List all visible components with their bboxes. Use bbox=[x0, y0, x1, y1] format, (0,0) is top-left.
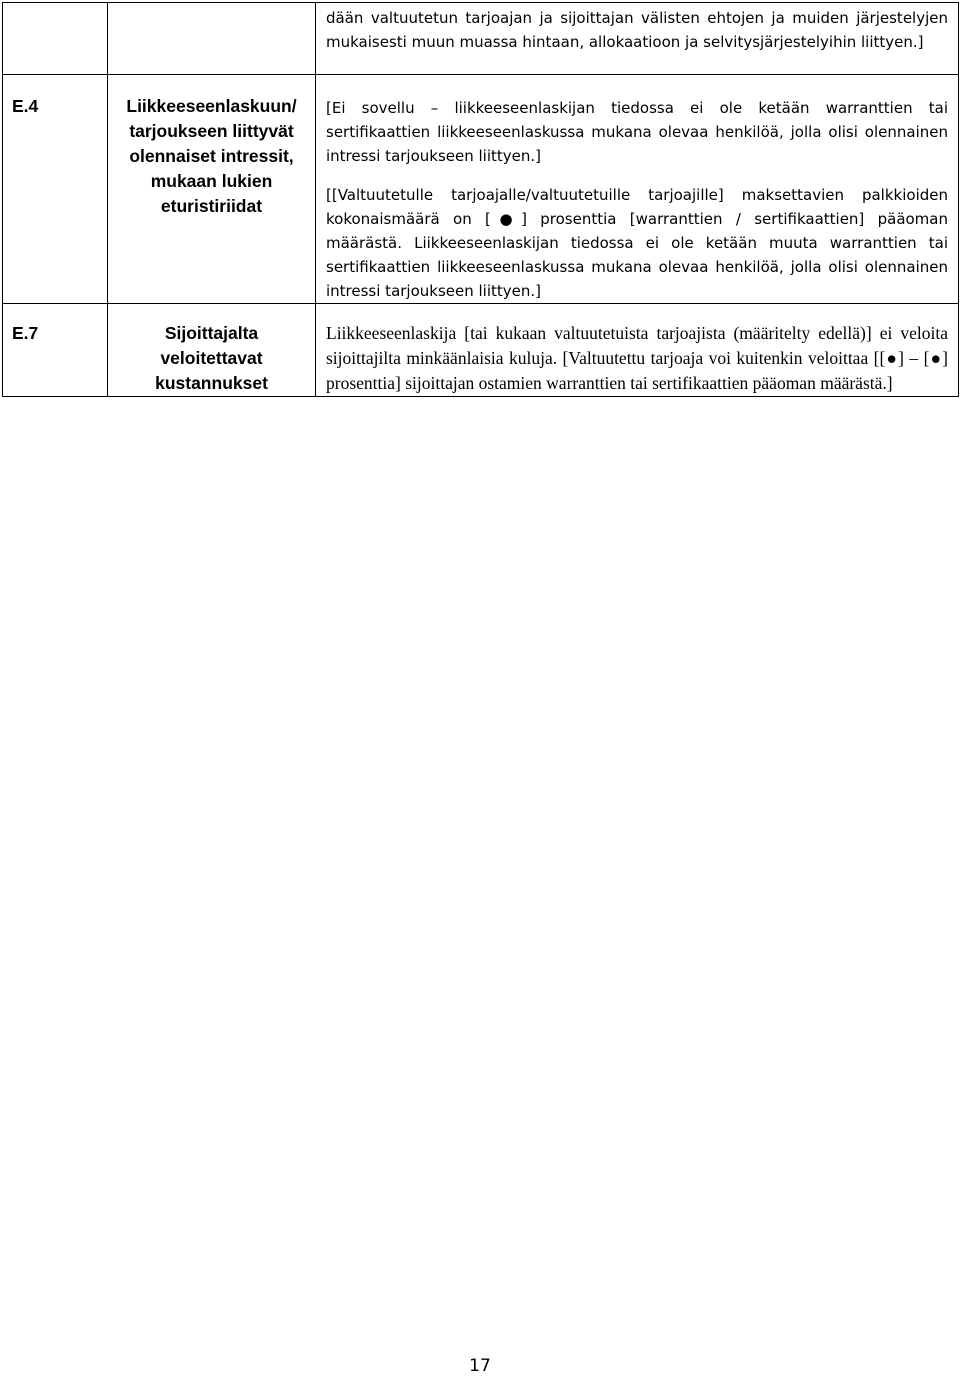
table-row-e7 bbox=[3, 304, 959, 397]
e7-paragraph-1: Liikkeeseenlaskija [tai kukaan valtuutetuista tarjoajista (määritelty edellä)] ei veloita sijoittajilta minkäänlaisia kuluja. [Valtuutettu tarjoaja voi kuitenkin veloittaa [[●] – [●] prosenttia] sijoittajan ostamien warranttien tai sertifikaattien pääoman määrästä.] bbox=[326, 323, 948, 393]
summary-table bbox=[2, 2, 959, 397]
section-title-e4: Liikkeeseenlaskuun/ tarjoukseen liittyvät olennaiset intressit, mukaan lukien eturistiriidat bbox=[126, 96, 297, 216]
section-id-e7: E.7 bbox=[12, 323, 39, 343]
cell-id-empty bbox=[3, 3, 108, 75]
cell-id bbox=[3, 304, 108, 397]
cell-id bbox=[3, 75, 108, 304]
cell-content bbox=[316, 75, 959, 304]
cell-content bbox=[316, 3, 959, 75]
cell-title bbox=[108, 75, 316, 304]
cell-content bbox=[316, 304, 959, 397]
continuation-paragraph: dään valtuutetun tarjoajan ja sijoittajan välisten ehtojen ja muiden järjestelyjen mukaisesti muun muassa hintaan, allokaatioon ja selvitysjärjestelyihin liittyen.] bbox=[326, 9, 948, 51]
cell-title bbox=[108, 304, 316, 397]
section-title-e7: Sijoittajalta veloitettavat kustannukset bbox=[155, 323, 268, 393]
table-row-e4 bbox=[3, 75, 959, 304]
e4-paragraph-1: [Ei sovellu – liikkeeseenlaskijan tiedossa ei ole ketään warranttien tai sertifikaattien liikkeeseenlaskussa mukana olevaa henkilöä, jolla olisi olennainen intressi tarjoukseen liittyen.] bbox=[326, 99, 948, 165]
page-number: 17 bbox=[469, 1356, 491, 1376]
e4-paragraph-2: [[Valtuutetulle tarjoajalle/valtuutetuille tarjoajille] maksettavien palkkioiden kokonaismäärä on [●] prosenttia [warranttien / sertifikaattien] pääoman määrästä. Liikkeeseenlaskijan tiedossa ei ole ketään muuta warranttien tai sertifikaattien liikkeeseenlaskussa mukana olevaa henkilöä, jolla olisi olennainen intressi tarjoukseen liittyen.] bbox=[326, 186, 948, 300]
table-row-continuation bbox=[3, 3, 959, 75]
cell-title-empty bbox=[108, 3, 316, 75]
section-id-e4: E.4 bbox=[12, 96, 39, 116]
